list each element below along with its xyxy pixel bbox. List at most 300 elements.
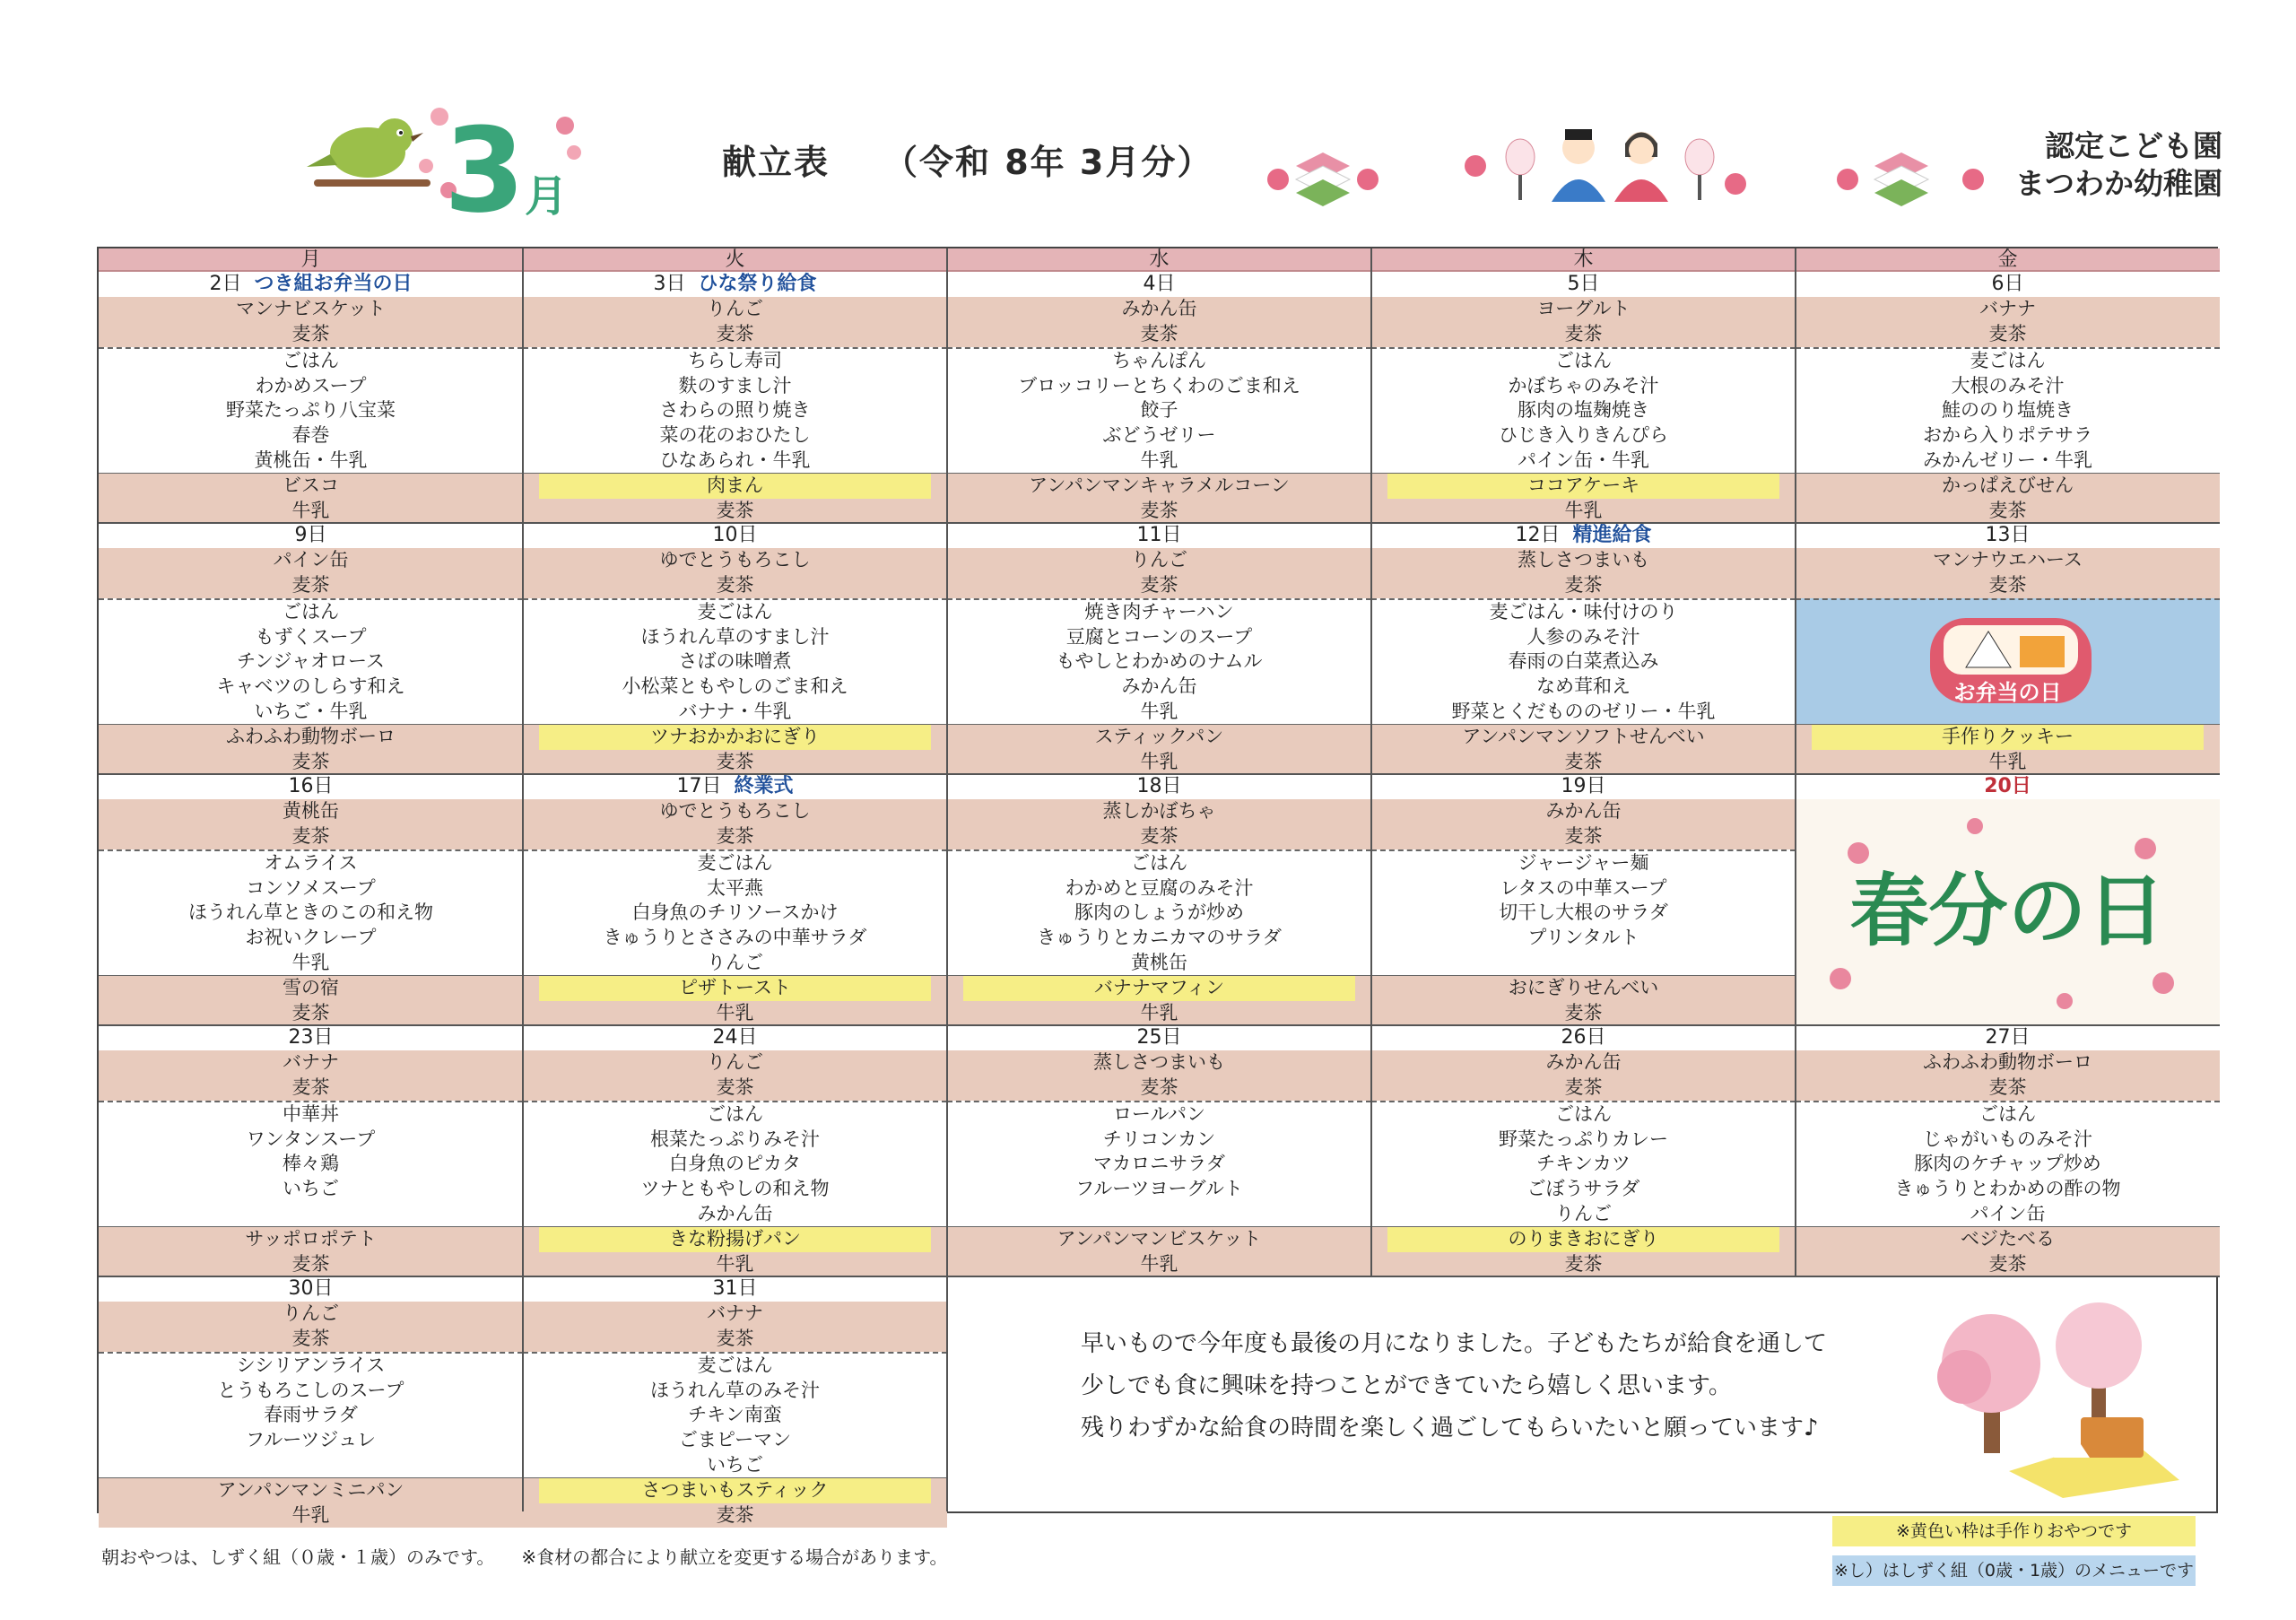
lunch-item: 麦ごはん・味付けのり bbox=[1489, 601, 1678, 623]
lunch-menu bbox=[99, 1352, 523, 1477]
snack-item: 麦茶 bbox=[716, 573, 754, 596]
snack-item: 麦茶 bbox=[1564, 573, 1603, 596]
event-label: 終業式 bbox=[734, 775, 794, 797]
message-line: 早いもので今年度も最後の月になりました。子どもたちが給食を通して bbox=[1081, 1330, 1828, 1357]
date-row bbox=[99, 1276, 523, 1302]
lunch-item: ブロッコリーとちくわのごま和え bbox=[1018, 374, 1300, 396]
column-divider bbox=[946, 248, 948, 1511]
lunch-menu bbox=[947, 1101, 1371, 1226]
afternoon-snack bbox=[523, 1477, 947, 1528]
lunch-item: 野菜たっぷりカレー bbox=[1499, 1128, 1668, 1150]
snack-item: ピザトースト bbox=[539, 976, 931, 1001]
date-label: 30日 bbox=[288, 1277, 334, 1300]
date-row bbox=[99, 1025, 523, 1050]
weekday-header: 木 bbox=[1371, 248, 1796, 272]
lunch-item: ごはん bbox=[1555, 1103, 1612, 1125]
week-divider bbox=[99, 1024, 2220, 1026]
snack-item: アンパンマンミニパン bbox=[217, 1479, 404, 1501]
snack-item: ゆでとうもろこし bbox=[659, 800, 811, 822]
lunch-item: いちご・牛乳 bbox=[254, 700, 368, 722]
snack-item: 麦茶 bbox=[1564, 322, 1603, 344]
lunch-menu bbox=[1796, 1101, 2220, 1226]
snack-item: 牛乳 bbox=[1988, 750, 2027, 772]
lunch-item: ほうれん草のみそ汁 bbox=[650, 1379, 820, 1401]
lunch-item: ぶどうゼリー bbox=[1102, 424, 1216, 447]
lunch-item: 春雨サラダ bbox=[264, 1404, 358, 1426]
lunch-item: パイン缶・牛乳 bbox=[1518, 449, 1649, 471]
lunch-item: ごぼうサラダ bbox=[1526, 1178, 1640, 1200]
column-divider bbox=[1370, 248, 1372, 1276]
lunch-item: シシリアンライス bbox=[236, 1354, 386, 1376]
lunch-menu bbox=[523, 849, 947, 975]
snack-item: 肉まん bbox=[539, 474, 931, 499]
lunch-item: さばの味噌煮 bbox=[678, 650, 792, 673]
morning-snack bbox=[99, 799, 523, 849]
lunch-item: オムライス bbox=[264, 852, 358, 874]
emperor-doll-icon bbox=[1552, 129, 1605, 202]
lunch-item: なめ茸和え bbox=[1536, 675, 1631, 698]
lunch-item: 黄桃缶 bbox=[1131, 951, 1187, 973]
lunch-item: プリンタルト bbox=[1527, 927, 1639, 949]
afternoon-snack bbox=[1371, 724, 1796, 774]
title-text: 献立表 bbox=[722, 143, 831, 182]
snack-item: 麦茶 bbox=[1988, 322, 2027, 344]
lunch-menu bbox=[523, 347, 947, 473]
lunch-item: ごはん bbox=[707, 1103, 763, 1125]
date-label: 12日 bbox=[1515, 524, 1561, 546]
lunch-item: ちらし寿司 bbox=[688, 350, 782, 371]
lunch-item: ごはん bbox=[1979, 1103, 2036, 1125]
afternoon-snack bbox=[947, 724, 1371, 774]
date-row bbox=[1371, 523, 1796, 548]
snack-item: ツナおかかおにぎり bbox=[539, 725, 931, 750]
lunch-item: かぼちゃのみそ汁 bbox=[1508, 374, 1659, 396]
lunch-item: ジャージャー麺 bbox=[1518, 852, 1649, 874]
afternoon-snack bbox=[1796, 724, 2220, 774]
snack-item: バナナマフィン bbox=[963, 976, 1355, 1001]
lunch-menu bbox=[947, 598, 1371, 724]
lunch-item: 大根のみそ汁 bbox=[1951, 374, 2065, 396]
snack-item: 麦茶 bbox=[1564, 824, 1603, 847]
lunch-item: いちご bbox=[283, 1178, 339, 1200]
morning-snack bbox=[523, 1302, 947, 1352]
lunch-item: さわらの照り焼き bbox=[659, 399, 811, 422]
afternoon-snack bbox=[99, 1226, 523, 1276]
month-suffix: 月 bbox=[525, 171, 569, 222]
lunch-item: ごはん bbox=[1131, 852, 1187, 874]
snack-item: りんご bbox=[707, 1051, 763, 1073]
lunch-item: 牛乳 bbox=[1140, 700, 1178, 722]
date-label: 31日 bbox=[712, 1277, 758, 1300]
morning-snack bbox=[99, 548, 523, 598]
morning-snack bbox=[1371, 799, 1796, 849]
cherry-blossom-picnic-illustration bbox=[1919, 1292, 2188, 1498]
month-number: 3 bbox=[444, 102, 526, 224]
lunch-item: 麦ごはん bbox=[1970, 350, 2046, 371]
lunch-item: チキンカツ bbox=[1536, 1153, 1631, 1175]
snack-item: 麦茶 bbox=[716, 1076, 754, 1098]
date-row bbox=[523, 523, 947, 548]
legend-infant-menu: ※し）はしずく組（0歳・1歳）のメニューです bbox=[1832, 1555, 2196, 1586]
snack-item: 麦茶 bbox=[1140, 499, 1178, 521]
lunch-menu bbox=[947, 849, 1371, 975]
date-row bbox=[1796, 1025, 2220, 1050]
lunch-item: ごはん bbox=[1555, 350, 1612, 371]
lunch-item: おから入りポテサラ bbox=[1923, 424, 2092, 447]
snack-item: かっぱえびせん bbox=[1942, 475, 2074, 496]
lunch-menu bbox=[1796, 598, 2220, 724]
lunch-item: 太平燕 bbox=[707, 876, 763, 899]
snack-item: 麦茶 bbox=[1988, 499, 2027, 521]
date-label: 18日 bbox=[1136, 775, 1182, 797]
lunch-item: 牛乳 bbox=[1140, 449, 1178, 471]
snack-item: 牛乳 bbox=[1140, 1001, 1178, 1023]
date-row bbox=[523, 1025, 947, 1050]
lunch-item: レタスの中華スープ bbox=[1500, 876, 1667, 899]
school-title: まつわか幼稚園 bbox=[2015, 166, 2222, 201]
snack-item: 牛乳 bbox=[291, 1503, 330, 1526]
lunch-item: ツナともやしの和え物 bbox=[640, 1178, 830, 1200]
title-period: （令和 8年 3月分） bbox=[883, 143, 1213, 182]
snack-item: 牛乳 bbox=[291, 499, 330, 521]
morning-snack bbox=[1371, 297, 1796, 347]
date-row bbox=[523, 272, 947, 297]
snack-item: 麦茶 bbox=[1140, 573, 1178, 596]
column-divider bbox=[1795, 248, 1796, 1276]
lunch-item: 野菜とくだもののゼリー・牛乳 bbox=[1451, 700, 1716, 722]
snack-item: マンナウエハース bbox=[1933, 549, 2083, 570]
lunch-item: りんご bbox=[1555, 1202, 1612, 1224]
snack-item: 蒸しかぼちゃ bbox=[1102, 800, 1216, 822]
week-divider bbox=[99, 522, 2220, 524]
date-row bbox=[947, 523, 1371, 548]
date-label: 17日 bbox=[676, 775, 722, 797]
snack-item: 麦茶 bbox=[716, 1503, 754, 1526]
lunch-item: フルーツヨーグルト bbox=[1075, 1178, 1243, 1200]
lunch-item: ロールパン bbox=[1112, 1103, 1206, 1125]
snack-item: 麦茶 bbox=[1988, 1252, 2027, 1275]
snack-item: 麦茶 bbox=[716, 322, 754, 344]
snack-item: 麦茶 bbox=[716, 824, 754, 847]
weekday-header: 金 bbox=[1796, 248, 2220, 272]
lunch-item: 白身魚のピカタ bbox=[669, 1153, 801, 1175]
lunch-item: チンジャオロース bbox=[237, 650, 385, 673]
snack-item: りんご bbox=[1131, 549, 1187, 570]
date-row bbox=[1796, 523, 2220, 548]
column-divider bbox=[522, 248, 524, 1511]
lunch-item: みかん缶 bbox=[1121, 675, 1197, 698]
snack-item: りんご bbox=[283, 1302, 339, 1324]
event-label: ひな祭り給食 bbox=[698, 273, 817, 295]
snack-item: 麦茶 bbox=[1988, 573, 2027, 596]
lunch-item: みかんゼリー・牛乳 bbox=[1923, 449, 2092, 471]
lunch-menu bbox=[1371, 598, 1796, 724]
date-row bbox=[947, 272, 1371, 297]
lunch-item: わかめと豆腐のみそ汁 bbox=[1065, 876, 1254, 899]
lunch-menu bbox=[99, 347, 523, 473]
snack-item: 麦茶 bbox=[716, 499, 754, 521]
snack-item: 麦茶 bbox=[291, 824, 330, 847]
lunch-item: キャベツのしらす和え bbox=[216, 675, 405, 698]
lunch-item: りんご bbox=[707, 951, 763, 973]
date-label: 13日 bbox=[1985, 524, 2031, 546]
lunch-menu bbox=[523, 1101, 947, 1226]
afternoon-snack bbox=[99, 1477, 523, 1528]
afternoon-snack bbox=[1796, 473, 2220, 523]
snack-item: 麦茶 bbox=[291, 322, 330, 344]
bento-day-label: お弁当の日 bbox=[1953, 680, 2062, 705]
snack-item: バナナ bbox=[283, 1051, 339, 1073]
lunch-item: いちご bbox=[707, 1453, 763, 1476]
snack-item: みかん缶 bbox=[1545, 1051, 1622, 1073]
lunch-item: わかめスープ bbox=[255, 374, 367, 396]
lunch-item: 春巻 bbox=[291, 424, 330, 447]
date-row bbox=[947, 1025, 1371, 1050]
lunch-menu bbox=[947, 347, 1371, 473]
lunch-item: きゅうりとカニカマのサラダ bbox=[1037, 927, 1282, 949]
school-type: 認定こども園 bbox=[2045, 128, 2222, 163]
date-row bbox=[947, 774, 1371, 799]
snack-item: さつまいもスティック bbox=[539, 1478, 931, 1503]
lunch-item: 棒々鶏 bbox=[283, 1153, 339, 1175]
snack-item: アンパンマンビスケット bbox=[1057, 1228, 1262, 1250]
date-label: 26日 bbox=[1561, 1026, 1606, 1049]
lunch-item: 中華丼 bbox=[283, 1103, 339, 1125]
date-label: 27日 bbox=[1985, 1026, 2031, 1049]
afternoon-snack bbox=[947, 1226, 1371, 1276]
lunch-item: きゅうりとささみの中華サラダ bbox=[603, 927, 867, 949]
snack-item: きな粉揚げパン bbox=[539, 1227, 931, 1252]
event-label: つき組お弁当の日 bbox=[254, 273, 413, 295]
morning-snack bbox=[947, 799, 1371, 849]
afternoon-snack bbox=[947, 975, 1371, 1025]
lunch-item: もずくスープ bbox=[255, 625, 367, 648]
snack-item: マンナビスケット bbox=[236, 298, 386, 319]
snack-item: ベジたべる bbox=[1961, 1228, 2055, 1250]
snack-item: アンパンマンソフトせんべい bbox=[1462, 726, 1705, 747]
lunch-item: フルーツジュレ bbox=[246, 1429, 376, 1451]
snack-item: 麦茶 bbox=[1140, 1076, 1178, 1098]
lunch-item: みかん缶 bbox=[697, 1202, 773, 1224]
lunch-item: ひなあられ・牛乳 bbox=[659, 449, 811, 471]
morning-snack bbox=[1796, 548, 2220, 598]
date-row bbox=[523, 1276, 947, 1302]
snack-item: 麦茶 bbox=[1564, 1001, 1603, 1023]
morning-snack bbox=[1796, 1050, 2220, 1101]
date-label: 11日 bbox=[1136, 524, 1182, 546]
snack-item: 麦茶 bbox=[1564, 1076, 1603, 1098]
lunch-item: 焼き肉チャーハン bbox=[1084, 601, 1234, 623]
date-label: 19日 bbox=[1561, 775, 1606, 797]
snack-item: サッポロポテト bbox=[245, 1228, 377, 1250]
snack-item: ビスコ bbox=[283, 475, 339, 496]
lunch-item: もやしとわかめのナムル bbox=[1056, 650, 1263, 673]
event-label: 精進給食 bbox=[1572, 524, 1652, 546]
snack-item: ゆでとうもろこし bbox=[659, 549, 811, 570]
lunch-menu bbox=[523, 1352, 947, 1477]
lunch-item: 野菜たっぷり八宝菜 bbox=[226, 399, 396, 422]
date-label: 24日 bbox=[712, 1026, 758, 1049]
date-row bbox=[1796, 272, 2220, 297]
morning-snack bbox=[523, 297, 947, 347]
snack-item: 麦茶 bbox=[716, 1327, 754, 1349]
lunch-item: バナナ・牛乳 bbox=[678, 700, 792, 722]
afternoon-snack bbox=[947, 473, 1371, 523]
afternoon-snack bbox=[1796, 1226, 2220, 1276]
snack-item: アンパンマンキャラメルコーン bbox=[1029, 475, 1290, 496]
morning-snack bbox=[1371, 548, 1796, 598]
morning-snack bbox=[1796, 297, 2220, 347]
snack-item: おにぎりせんべい bbox=[1508, 977, 1659, 998]
lunch-item: ほうれん草のすまし汁 bbox=[640, 625, 830, 648]
lunch-item: 鮭ののり塩焼き bbox=[1942, 399, 2074, 422]
lunch-menu bbox=[1371, 347, 1796, 473]
morning-snack bbox=[99, 1302, 523, 1352]
lunch-item: とうもろこしのスープ bbox=[217, 1379, 404, 1401]
snack-item: 麦茶 bbox=[291, 1327, 330, 1349]
snack-item: 牛乳 bbox=[716, 1001, 754, 1023]
week-divider bbox=[99, 1276, 2220, 1277]
lunch-menu bbox=[523, 598, 947, 724]
lunch-item: 人参のみそ汁 bbox=[1526, 625, 1640, 648]
snack-item: ふわふわ動物ボーロ bbox=[1923, 1051, 2092, 1073]
lunch-item: 白身魚のチリソースかけ bbox=[631, 901, 839, 924]
snack-item: ふわふわ動物ボーロ bbox=[226, 726, 396, 747]
afternoon-snack bbox=[99, 724, 523, 774]
snack-item: パイン缶 bbox=[273, 549, 349, 570]
snack-item: 牛乳 bbox=[1140, 750, 1178, 772]
morning-snack bbox=[947, 548, 1371, 598]
lunch-item: ごはん bbox=[283, 601, 339, 623]
snack-item: 麦茶 bbox=[291, 1001, 330, 1023]
spring-equinox-illustration bbox=[1796, 799, 2220, 1025]
date-label: 6日 bbox=[1991, 273, 2024, 295]
snack-item: ココアケーキ bbox=[1387, 474, 1779, 499]
snack-item: 麦茶 bbox=[291, 1076, 330, 1098]
hishimochi-icon bbox=[1296, 152, 1928, 206]
hina-doll-decoration bbox=[1265, 117, 1991, 206]
date-label: 25日 bbox=[1136, 1026, 1182, 1049]
date-row bbox=[1371, 272, 1796, 297]
weekday-header: 月 bbox=[99, 248, 523, 272]
date-label: 10日 bbox=[712, 524, 758, 546]
snack-item: ヨーグルト bbox=[1536, 298, 1631, 319]
snack-item: 雪の宿 bbox=[283, 977, 339, 998]
holiday-title: 春分の日 bbox=[1849, 865, 2166, 957]
date-row bbox=[99, 523, 523, 548]
snack-item: 蒸しさつまいも bbox=[1093, 1051, 1225, 1073]
lunch-item: 麦ごはん bbox=[697, 601, 773, 623]
date-row bbox=[1796, 774, 2220, 799]
date-row bbox=[1371, 1025, 1796, 1050]
morning-snack bbox=[99, 1050, 523, 1101]
morning-snack bbox=[523, 799, 947, 849]
lunch-item: 春雨の白菜煮込み bbox=[1508, 650, 1659, 673]
morning-snack bbox=[1371, 1050, 1796, 1101]
date-label: 5日 bbox=[1567, 273, 1600, 295]
lunch-item: ごまピーマン bbox=[678, 1429, 792, 1451]
lunch-item: ちゃんぽん bbox=[1112, 350, 1206, 371]
lunch-item: 小松菜ともやしのごま和え bbox=[622, 675, 848, 698]
march-badge-illustration bbox=[305, 90, 592, 224]
lunch-item: 根菜たっぷりみそ汁 bbox=[650, 1128, 820, 1150]
snack-item: 麦茶 bbox=[291, 1252, 330, 1275]
school-name bbox=[2015, 127, 2222, 203]
lunch-item: 黄桃缶・牛乳 bbox=[254, 449, 368, 471]
lunch-item: 麦ごはん bbox=[697, 1354, 773, 1376]
date-label: 16日 bbox=[288, 775, 334, 797]
lunch-item: 切干し大根のサラダ bbox=[1499, 901, 1668, 924]
snack-item: 牛乳 bbox=[716, 1252, 754, 1275]
lunch-item: パイン缶 bbox=[1970, 1202, 2046, 1224]
lunch-item: マカロニサラダ bbox=[1093, 1153, 1225, 1175]
afternoon-snack bbox=[1371, 975, 1796, 1025]
date-label: 23日 bbox=[288, 1026, 334, 1049]
afternoon-snack bbox=[1371, 473, 1796, 523]
lunch-item: 牛乳 bbox=[291, 951, 330, 973]
lunch-item: きゅうりとわかめの酢の物 bbox=[1894, 1178, 2121, 1200]
lunch-item: 豚肉の塩麹焼き bbox=[1518, 399, 1649, 422]
morning-snack bbox=[523, 1050, 947, 1101]
snack-item: 麦茶 bbox=[1140, 824, 1178, 847]
menu-title bbox=[722, 135, 1213, 184]
monthly-message bbox=[1081, 1323, 1827, 1450]
holiday-date: 20日 bbox=[1984, 775, 2031, 797]
bird-icon bbox=[307, 118, 430, 187]
lunch-item: ワンタンスープ bbox=[246, 1128, 376, 1150]
lunch-item: 豚肉のしょうが炒め bbox=[1074, 901, 1244, 924]
date-row bbox=[99, 774, 523, 799]
lunch-item: 餃子 bbox=[1140, 399, 1178, 422]
snack-item: 麦茶 bbox=[291, 573, 330, 596]
picnic-sheet-icon bbox=[2009, 1417, 2179, 1498]
lunch-item: チリコンカン bbox=[1102, 1128, 1216, 1150]
lunch-menu bbox=[1371, 1101, 1796, 1226]
date-row bbox=[1371, 774, 1796, 799]
message-line: 残りわずかな給食の時間を楽しく過ごしてもらいたいと願っています♪ bbox=[1081, 1415, 1819, 1441]
afternoon-snack bbox=[523, 975, 947, 1025]
snack-item: 麦茶 bbox=[1988, 1076, 2027, 1098]
afternoon-snack bbox=[523, 1226, 947, 1276]
lunch-item: チキン南蛮 bbox=[688, 1404, 782, 1426]
date-row bbox=[523, 774, 947, 799]
lunch-menu bbox=[1796, 347, 2220, 473]
footnote: 朝おやつは、しずく組（０歳・１歳）のみです。 ※食材の都合により献立を変更する場合があります。 bbox=[101, 1546, 948, 1568]
weekday-header: 火 bbox=[523, 248, 947, 272]
date-label: 2日 bbox=[209, 273, 242, 295]
message-line: 少しでも食に興味を持つことができていたら嬉しく思います。 bbox=[1081, 1372, 1732, 1399]
lunch-menu bbox=[99, 1101, 523, 1226]
snack-item: スティックパン bbox=[1094, 726, 1224, 747]
lunch-item: じゃがいものみそ汁 bbox=[1923, 1128, 2092, 1150]
snack-item: 麦茶 bbox=[716, 750, 754, 772]
snack-item: 牛乳 bbox=[1564, 499, 1603, 521]
lunch-item: ごはん bbox=[283, 350, 339, 371]
afternoon-snack bbox=[523, 473, 947, 523]
afternoon-snack bbox=[99, 473, 523, 523]
week-divider bbox=[99, 773, 2220, 775]
date-label: 3日 bbox=[653, 273, 686, 295]
lunch-menu bbox=[1371, 849, 1796, 975]
snack-item: 麦茶 bbox=[1564, 750, 1603, 772]
lunch-item: ひじき入りきんぴら bbox=[1499, 424, 1668, 447]
snack-item: バナナ bbox=[1979, 298, 2036, 319]
lunch-item: コンソメスープ bbox=[246, 876, 376, 899]
lunch-item: 麦ごはん bbox=[697, 852, 773, 874]
morning-snack bbox=[99, 297, 523, 347]
snack-item: 蒸しさつまいも bbox=[1518, 549, 1649, 570]
lunch-item: 菜の花のおひたし bbox=[659, 424, 811, 447]
